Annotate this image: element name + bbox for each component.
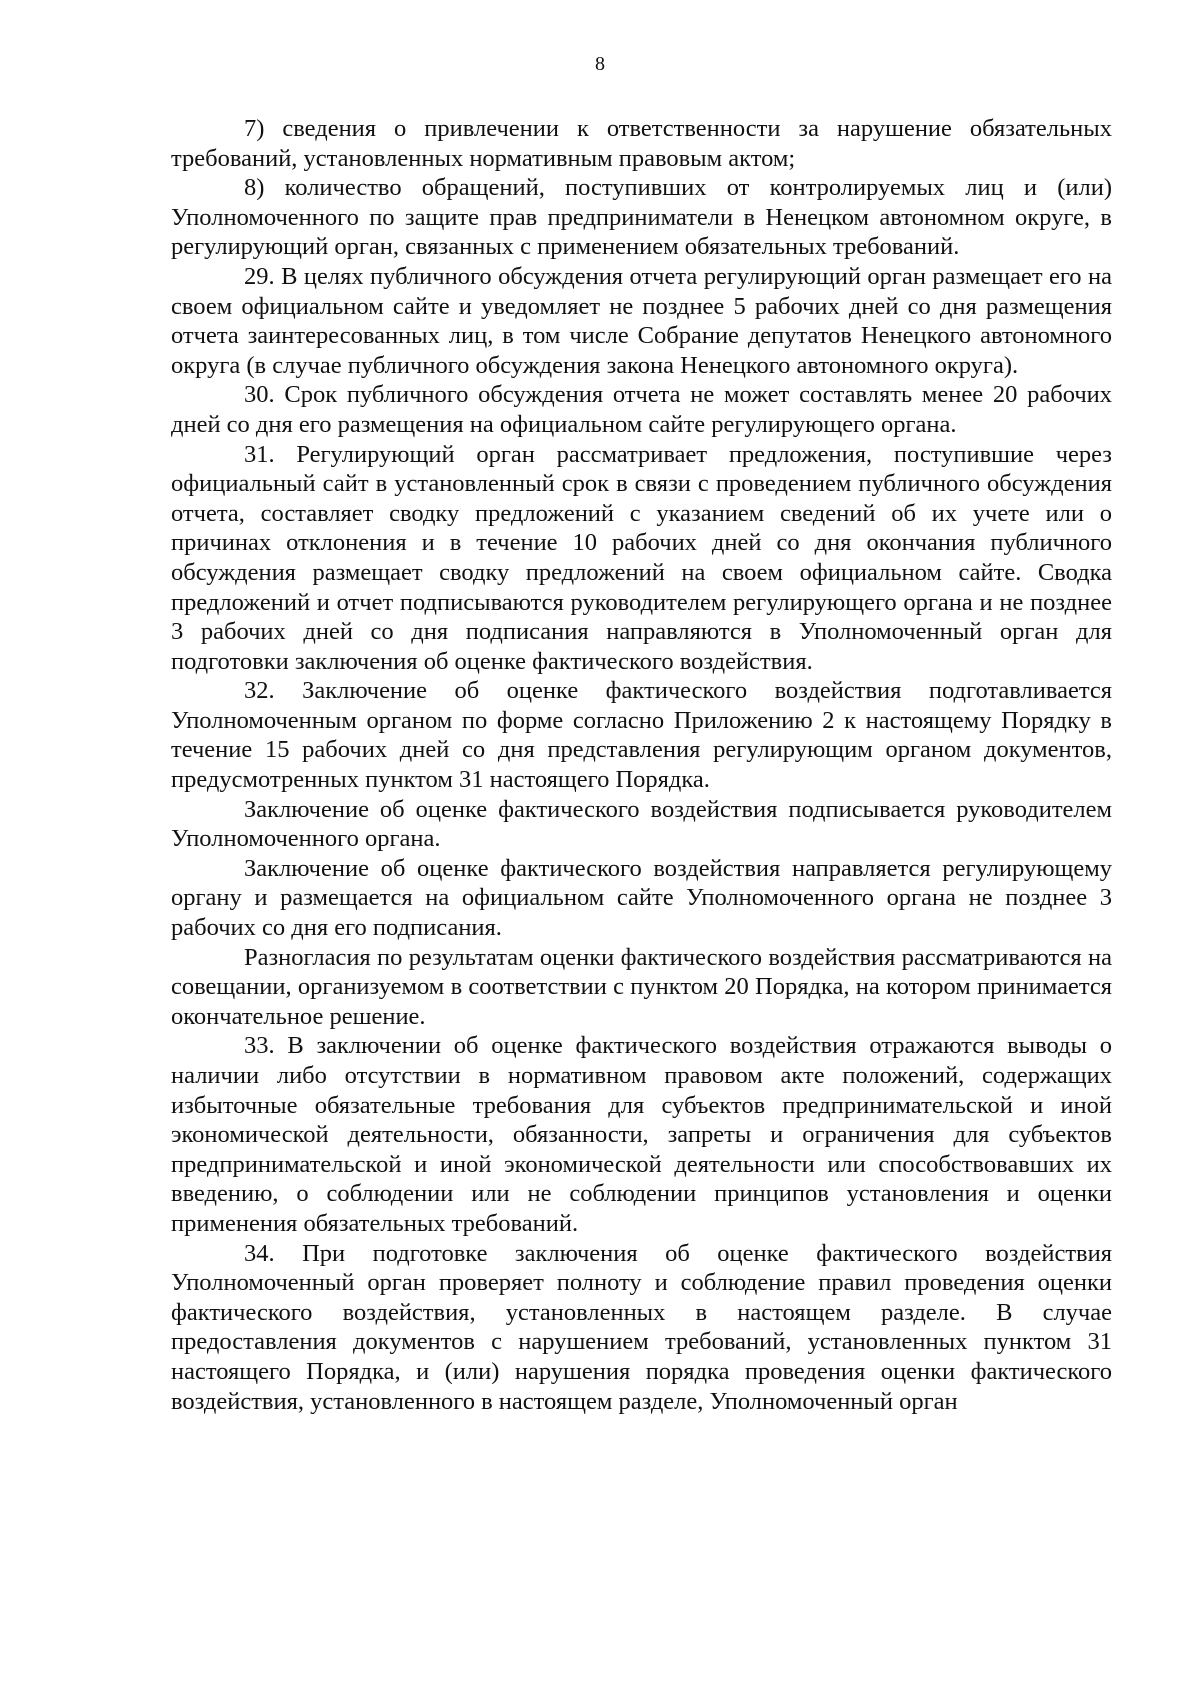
paragraph-clause-32: 32. Заключение об оценке фактического воздействия подготавливается Уполномоченным органом по форме согласно Приложению 2 к настоящему Порядку в течение 15 рабочих дней со дня представления регулирующим органом документов, предусмотренных пунктом 31 настоящего Порядка. — [171, 677, 1112, 794]
paragraph-clause-32-signing: Заключение об оценке фактического воздействия подписывается руководителем Уполномоченного органа. — [171, 795, 1112, 853]
paragraph-clause-32-publication: Заключение об оценке фактического воздействия направляется регулирующему органу и размещается на официальном сайте Уполномоченного органа не позднее 3 рабочих со дня его подписания. — [171, 854, 1112, 942]
paragraph-clause-32-disagreements: Разногласия по результатам оценки фактического воздействия рассматриваются на совещании, организуемом в соответствии с пунктом 20 Порядка, на котором принимается окончательное решение. — [171, 943, 1112, 1030]
paragraph-clause-34: 34. При подготовке заключения об оценке фактического воздействия Уполномоченный орган проверяет полноту и соблюдение правил проведения оценки фактического воздействия, установленных в настоящем разделе. В случае предоставления документов с нарушением требований, установленных пунктом 31 настоящего Порядка, и (или) нарушения порядка проведения оценки фактического воздействия, установленного в настоящем разделе, Уполномоченный орган — [171, 1239, 1112, 1415]
document-body — [171, 114, 1112, 1416]
paragraph-clause-31: 31. Регулирующий орган рассматривает предложения, поступившие через официальный сайт в установленный срок в связи с проведением публичного обсуждения отчета, составляет сводку предложений с указанием сведений об их учете или о причинах отклонения и в течение 10 рабочих дней со дня окончания публичного обсуждения размещает сводку предложений на своем официальном сайте. Сводка предложений и отчет подписываются руководителем регулирующего органа и не позднее 3 рабочих дней со дня подписания направляются в Уполномоченный орган для подготовки заключения об оценке фактического воздействия. — [171, 440, 1112, 675]
paragraph-clause-29: 29. В целях публичного обсуждения отчета регулирующий орган размещает его на своем официальном сайте и уведомляет не позднее 5 рабочих дней со дня размещения отчета заинтересованных лиц, в том числе Собрание депутатов Ненецкого автономного округа (в случае публичного обсуждения закона Ненецкого автономного округа). — [171, 262, 1112, 379]
paragraph-clause-30: 30. Срок публичного обсуждения отчета не может составлять менее 20 рабочих дней со дня его размещения на официальном сайте регулирующего органа. — [171, 381, 1112, 438]
paragraph-item-7: 7) сведения о привлечении к ответственности за нарушение обязательных требований, установленных нормативным правовым актом; — [171, 115, 1112, 172]
page-number: 8 — [595, 53, 605, 75]
paragraph-item-8: 8) количество обращений, поступивших от контролируемых лиц и (или) Уполномоченного по защите прав предприниматели в Ненецком автономном округе, в регулирующий орган, связанных с применением обязательных требований. — [171, 174, 1112, 261]
paragraph-clause-33: 33. В заключении об оценке фактического воздействия отражаются выводы о наличии либо отсутствии в нормативном правовом акте положений, содержащих избыточные обязательные требования для субъектов предпринимательской и иной экономической деятельности, обязанности, запреты и ограничения для субъектов предпринимательской и иной экономической деятельности или способствовавших их введению, о соблюдении или не соблюдении принципов установления и оценки применения обязательных требований. — [171, 1032, 1112, 1237]
